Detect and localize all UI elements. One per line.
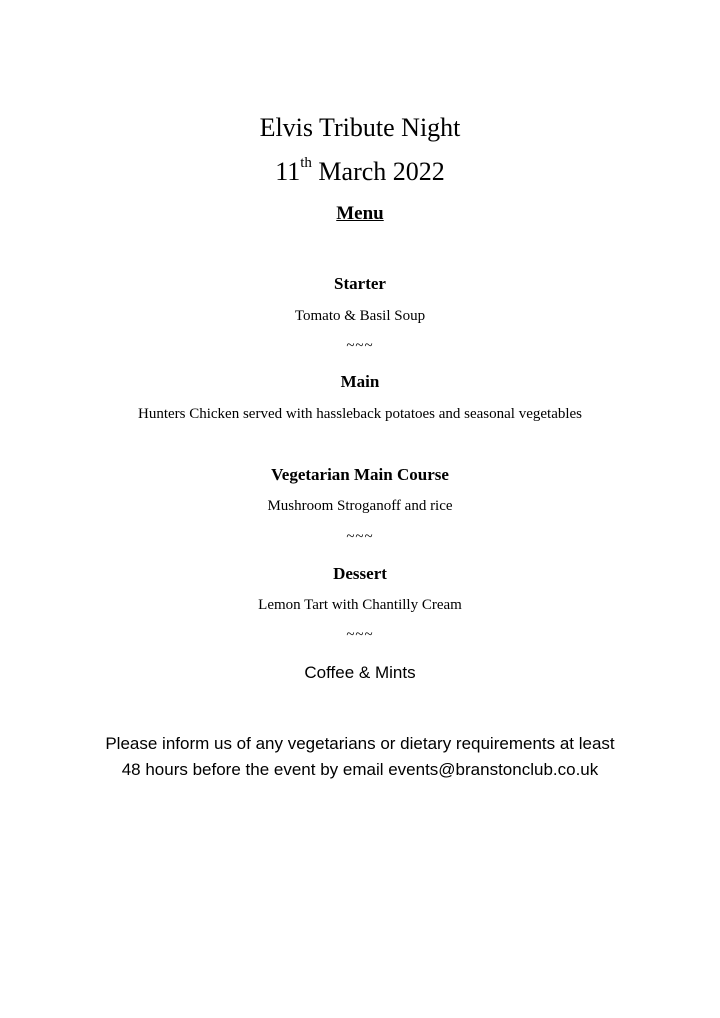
- course-separator: ~~~: [346, 338, 374, 354]
- notice-line-2: 48 hours before the event by email events@branstonclub.co.uk: [121, 760, 599, 779]
- starter-heading: Starter: [334, 274, 386, 293]
- date-month-year: March 2022: [311, 157, 445, 186]
- course-separator: ~~~: [346, 529, 374, 545]
- date-suffix: th: [300, 155, 312, 171]
- starter-dish: Tomato & Basil Soup: [294, 308, 426, 324]
- vegetarian-dish: Mushroom Stroganoff and rice: [267, 498, 453, 514]
- menu-heading: Menu: [336, 203, 384, 224]
- date-day: 11: [275, 157, 301, 186]
- event-title: Elvis Tribute Night: [259, 113, 461, 142]
- main-heading: Main: [340, 372, 380, 391]
- dessert-dish: Lemon Tart with Chantilly Cream: [258, 597, 462, 613]
- notice-line-1: Please inform us of any vegetarians or dietary requirements at least: [105, 734, 615, 753]
- vegetarian-heading: Vegetarian Main Course: [271, 465, 449, 484]
- closing-line: Coffee & Mints: [304, 663, 416, 682]
- dessert-heading: Dessert: [333, 564, 387, 583]
- main-dish: Hunters Chicken served with hassleback potatoes and seasonal vegetables: [137, 406, 583, 422]
- course-separator: ~~~: [346, 627, 374, 643]
- event-date: [0, 155, 720, 187]
